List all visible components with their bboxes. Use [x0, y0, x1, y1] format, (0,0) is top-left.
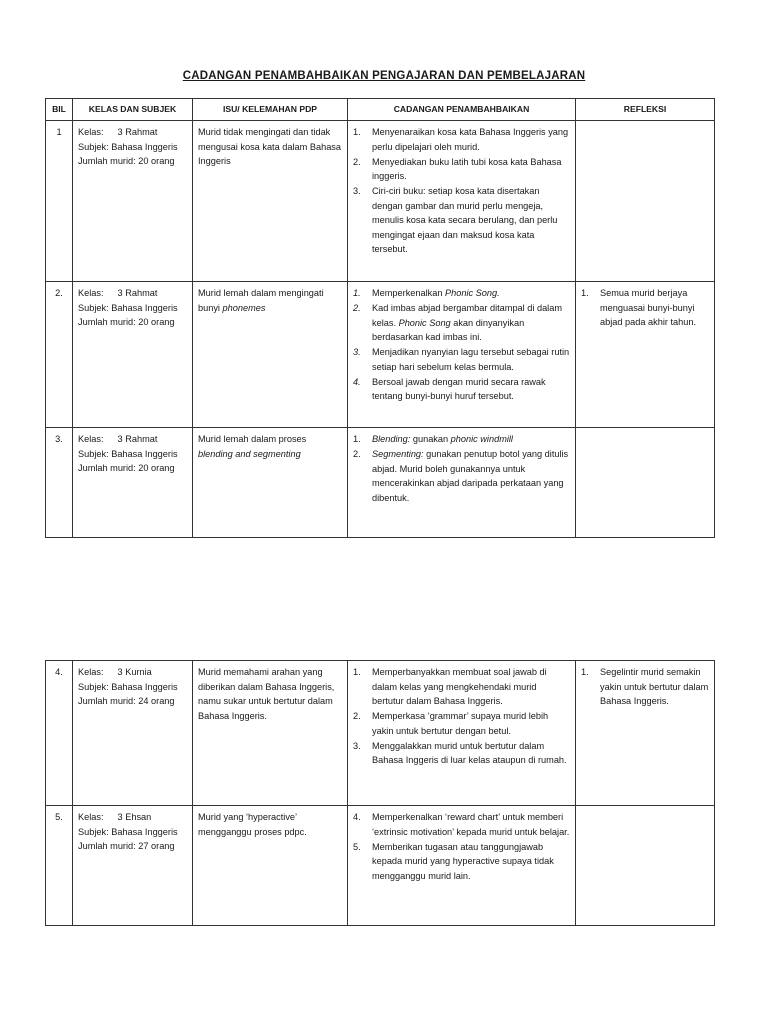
- table-row: [46, 282, 715, 428]
- kelas-line: [78, 810, 187, 825]
- refleksi-cell: [576, 806, 715, 926]
- bil-cell: 1: [46, 121, 73, 282]
- cadangan-item-number: 4.: [353, 812, 361, 822]
- isu-text-run: Murid tidak mengingati dan tidak mengusai kosa kata dalam Bahasa Inggeris: [198, 127, 342, 166]
- kelas-value: 3 Rahmat: [117, 288, 158, 298]
- cadangan-item: [353, 125, 570, 154]
- cadangan-item-text: [372, 432, 570, 447]
- cadangan-item-text: [372, 155, 570, 184]
- table-row: [46, 661, 715, 806]
- refleksi-item: [581, 286, 709, 330]
- isu-cell: [193, 121, 348, 282]
- cadangan-item-text: [372, 286, 570, 301]
- header-isu: ISU/ KELEMAHAN PDP: [193, 99, 348, 121]
- cadangan-item: [353, 709, 570, 738]
- kelas-label: Kelas:: [78, 667, 104, 677]
- cadangan-item-number: 3.: [353, 186, 361, 196]
- bil-cell: 2.: [46, 282, 73, 428]
- cadangan-item: [353, 184, 570, 257]
- subjek-line: Subjek: Bahasa Inggeris: [78, 681, 178, 692]
- cadangan-list: [353, 665, 570, 768]
- subjek-line: Subjek: Bahasa Inggeris: [78, 141, 178, 152]
- jumlah-murid-line: Jumlah murid: 24 orang: [78, 696, 175, 706]
- cadangan-item: [353, 375, 570, 404]
- isu-cell: [193, 428, 348, 538]
- subjek-line: Subjek: Bahasa Inggeris: [78, 302, 178, 313]
- table-row: [46, 428, 715, 538]
- cadangan-item-number: 4.: [353, 376, 361, 387]
- kelas-label: Kelas:: [78, 434, 104, 444]
- kelas-line: [78, 286, 187, 301]
- kelas-value: 3 Kurnia: [117, 667, 152, 677]
- cadangan-cell: [348, 282, 576, 428]
- jumlah-murid-line: Jumlah murid: 27 orang: [78, 841, 175, 851]
- isu-cell: [193, 282, 348, 428]
- cadangan-item-text: [372, 447, 570, 505]
- cadangan-text-run: Segmenting:: [372, 449, 424, 459]
- cadangan-text-run: gunakan: [410, 434, 451, 444]
- subjek-line: Subjek: Bahasa Inggeris: [78, 826, 178, 837]
- cadangan-text-run: Menyediakan buku latih tubi kosa kata Bahasa inggeris.: [372, 156, 562, 181]
- cadangan-text-run: Bersoal jawab dengan murid secara rawak tentang bunyi-bunyi huruf tersebut.: [372, 376, 546, 401]
- cadangan-item-text: [372, 125, 570, 154]
- header-cadangan: CADANGAN PENAMBAHBAIKAN: [348, 99, 576, 121]
- kelas-line: [78, 665, 187, 680]
- kelas-subjek-cell: [73, 282, 193, 428]
- cadangan-text-run: Blending:: [372, 434, 411, 444]
- cadangan-item: [353, 447, 570, 505]
- cadangan-list: [353, 286, 570, 404]
- plan-table-2: [45, 660, 715, 926]
- cadangan-text-run: akan dinyanyikan berdasarkan kad imbas ini.: [372, 317, 525, 342]
- kelas-label: Kelas:: [78, 812, 104, 822]
- kelas-subjek-cell: [73, 661, 193, 806]
- refleksi-item-text: [600, 665, 709, 709]
- kelas-label: Kelas:: [78, 288, 104, 298]
- cadangan-item-text: [372, 840, 570, 884]
- refleksi-list: [581, 286, 709, 330]
- cadangan-item-number: 5.: [353, 841, 361, 852]
- cadangan-text-run: Memperkenalkan ‘reward chart’ untuk memberi ‘extrinsic motivation’ kepada murid untuk belajar.: [372, 812, 570, 837]
- cadangan-item: [353, 840, 570, 884]
- cadangan-item: [353, 286, 570, 301]
- cadangan-item-number: 2.: [353, 303, 361, 313]
- page-title: CADANGAN PENAMBAHBAIKAN PENGAJARAN DAN PEMBELAJARAN: [182, 70, 586, 82]
- isu-text-run: phonemes: [222, 302, 266, 313]
- refleksi-text-run: Segelintir murid semakin yakin untuk bertutur dalam Bahasa Inggeris.: [600, 667, 709, 706]
- isu-text-run: Murid memahami arahan yang diberikan dalam Bahasa Inggeris, namu sukar untuk bertutur dalam Bahasa Inggeris.: [198, 667, 335, 721]
- isu-text-run: Murid lemah dalam proses: [198, 434, 307, 444]
- kelas-subjek-cell: [73, 428, 193, 538]
- isu-cell: [193, 661, 348, 806]
- bil-cell: 3.: [46, 428, 73, 538]
- cadangan-item: [353, 301, 570, 345]
- cadangan-item-text: [372, 301, 570, 345]
- refleksi-item-number: 1.: [581, 667, 589, 677]
- cadangan-text-run: Menyenaraikan kosa kata Bahasa Inggeris yang perlu dipelajari oleh murid.: [372, 127, 569, 152]
- plan-table-1: [45, 98, 715, 538]
- kelas-label: Kelas:: [78, 127, 104, 137]
- kelas-value: 3 Rahmat: [117, 127, 158, 137]
- header-bil: BIL: [46, 99, 73, 121]
- refleksi-list: [581, 665, 709, 709]
- isu-text-run: blending and segmenting: [198, 448, 301, 459]
- jumlah-murid-line: Jumlah murid: 20 orang: [78, 463, 175, 473]
- cadangan-item-text: [372, 184, 570, 257]
- cadangan-item: [353, 345, 570, 374]
- subjek-line: Subjek: Bahasa Inggeris: [78, 448, 178, 459]
- isu-text-run: Murid lemah dalam mengingati bunyi: [198, 288, 324, 313]
- cadangan-text-run: Memberikan tugasan atau tanggungjawab kepada murid yang hyperactive supaya tidak mengganggu murid lain.: [372, 841, 554, 881]
- refleksi-cell: [576, 121, 715, 282]
- cadangan-text-run: Menjadikan nyanyian lagu tersebut sebagai rutin setiap hari sebelum kelas bermula.: [372, 347, 570, 372]
- cadangan-text-run: Phonic Song.: [445, 288, 500, 298]
- cadangan-item-text: [372, 345, 570, 374]
- cadangan-list: [353, 810, 570, 883]
- cadangan-item-number: 1.: [353, 127, 361, 137]
- kelas-line: [78, 432, 187, 447]
- jumlah-murid-line: Jumlah murid: 20 orang: [78, 317, 175, 327]
- cadangan-item-text: [372, 739, 570, 768]
- cadangan-item-number: 2.: [353, 156, 361, 167]
- cadangan-text-run: Menggalakkan murid untuk bertutur dalam Bahasa Inggeris di luar kelas ataupun di rumah.: [372, 740, 567, 765]
- isu-text-run: Murid yang ‘hyperactive’ mengganggu proses pdpc.: [198, 812, 307, 837]
- refleksi-item-text: [600, 286, 709, 330]
- cadangan-list: [353, 125, 570, 257]
- header-kelas-subjek: KELAS DAN SUBJEK: [73, 99, 193, 121]
- cadangan-text-run: Memperkenalkan: [372, 288, 446, 298]
- refleksi-cell: [576, 282, 715, 428]
- cadangan-item: [353, 810, 570, 839]
- cadangan-item-number: 1.: [353, 288, 361, 298]
- table-row: [46, 121, 715, 282]
- jumlah-murid-line: Jumlah murid: 20 orang: [78, 156, 175, 166]
- table-row: [46, 806, 715, 926]
- cadangan-cell: [348, 806, 576, 926]
- cadangan-item-text: [372, 810, 570, 839]
- cadangan-item-number: 2.: [353, 449, 361, 459]
- cadangan-text-run: gunakan penutup botol yang ditulis abjad. Murid boleh gunakannya untuk mencerakinkan abjad daripada perkataan yang dibentuk.: [372, 449, 569, 503]
- cadangan-item: [353, 155, 570, 184]
- kelas-subjek-cell: [73, 121, 193, 282]
- isu-cell: [193, 806, 348, 926]
- refleksi-text-run: Semua murid berjaya menguasai bunyi-bunyi abjad pada akhir tahun.: [600, 288, 697, 327]
- cadangan-text-run: Kad imbas abjad bergambar ditampal di dalam kelas.: [372, 303, 562, 328]
- cadangan-item-number: 3.: [353, 740, 361, 751]
- cadangan-item: [353, 432, 570, 447]
- cadangan-text-run: Memperkasa ‘grammar’ supaya murid lebih yakin untuk bertutur dengan betul.: [372, 711, 549, 736]
- cadangan-item-text: [372, 709, 570, 738]
- kelas-subjek-cell: [73, 806, 193, 926]
- cadangan-text-run: Ciri-ciri buku: setiap kosa kata disertakan dengan gambar dan murid perlu mengeja, menulis kosa kata secara berulang, dan perlu mengingat ejaan dan maksud kosa kata tersebut.: [372, 186, 558, 254]
- cadangan-cell: [348, 121, 576, 282]
- cadangan-item-number: 1.: [353, 667, 361, 677]
- cadangan-item: [353, 739, 570, 768]
- cadangan-item-number: 2.: [353, 711, 361, 721]
- cadangan-item-number: 3.: [353, 347, 361, 357]
- cadangan-item: [353, 665, 570, 709]
- bil-cell: 5.: [46, 806, 73, 926]
- cadangan-cell: [348, 428, 576, 538]
- cadangan-text-run: phonic windmill: [450, 434, 513, 444]
- cadangan-list: [353, 432, 570, 505]
- table-header-row: [46, 99, 715, 121]
- refleksi-cell: [576, 661, 715, 806]
- kelas-line: [78, 125, 187, 140]
- cadangan-item-text: [372, 375, 570, 404]
- bil-cell: 4.: [46, 661, 73, 806]
- refleksi-item: [581, 665, 709, 709]
- cadangan-item-number: 1.: [353, 434, 361, 444]
- kelas-value: 3 Rahmat: [117, 434, 158, 444]
- refleksi-item-number: 1.: [581, 288, 589, 298]
- cadangan-cell: [348, 661, 576, 806]
- cadangan-item-text: [372, 665, 570, 709]
- header-refleksi: REFLEKSI: [576, 99, 715, 121]
- kelas-value: 3 Ehsan: [117, 812, 152, 822]
- refleksi-cell: [576, 428, 715, 538]
- cadangan-text-run: Memperbanyakkan membuat soal jawab di dalam kelas yang mengkehendaki murid bertutur dalam Bahasa Inggeris.: [372, 667, 547, 706]
- cadangan-text-run: Phonic Song: [398, 317, 451, 328]
